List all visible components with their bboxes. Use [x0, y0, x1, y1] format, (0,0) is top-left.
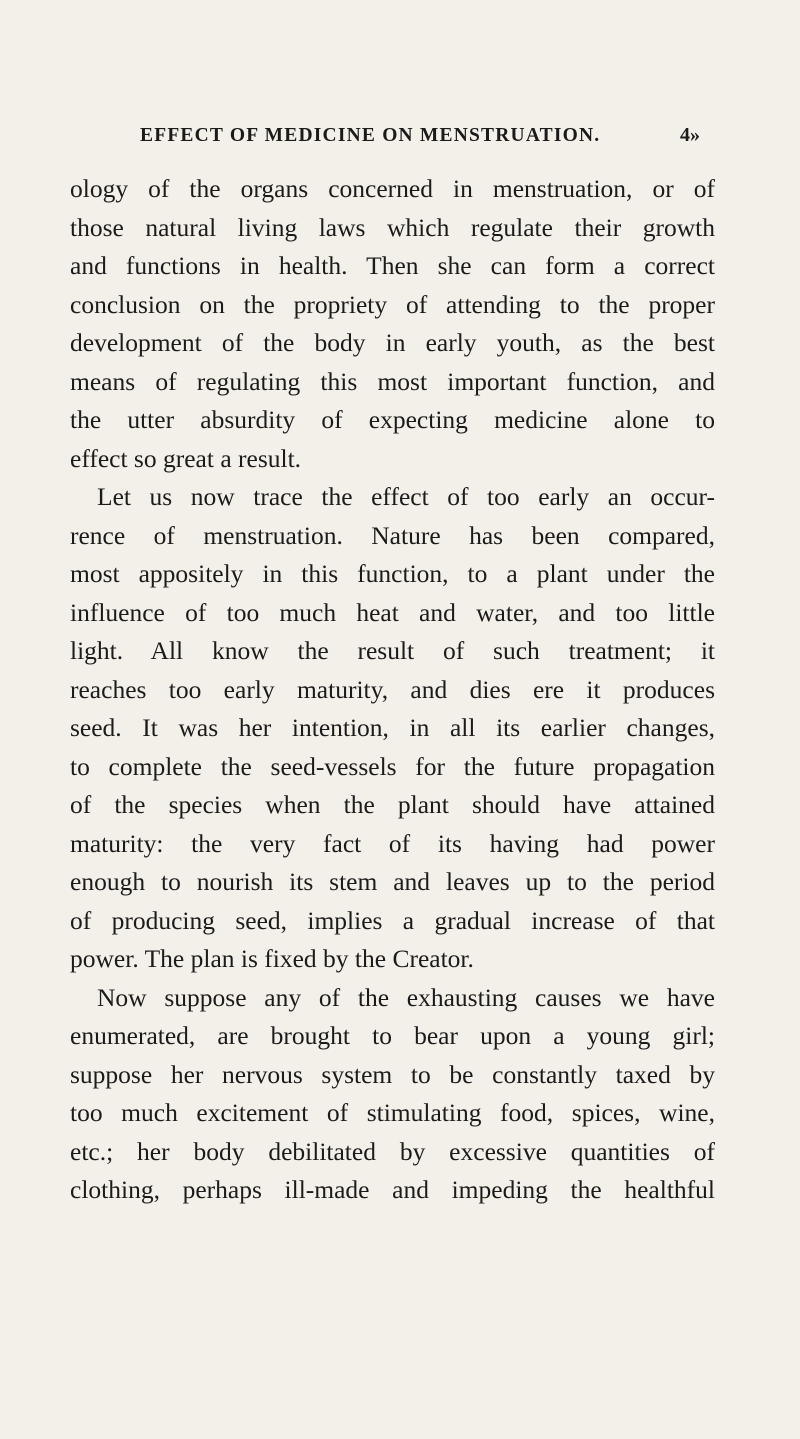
text-line: and functions in health. Then she can form a correct — [70, 251, 715, 280]
text-line: clothing, perhaps ill-made and impeding the healthful — [70, 1175, 715, 1204]
text-line: Now suppose any of the exhausting causes we have — [97, 982, 715, 1012]
text-line: rence of menstruation. Nature has been compared, — [70, 520, 715, 550]
text-line: those natural living laws which regulate their growth — [70, 212, 715, 242]
text-line: enumerated, are brought to bear upon a young girl; — [70, 1021, 715, 1050]
text-line: of producing seed, implies a gradual increase of that — [70, 905, 715, 935]
text-line: too much excitement of stimulating food, spices, wine, — [70, 1098, 715, 1127]
text-line: ology of the organs concerned in menstruation, or of — [70, 174, 715, 203]
text-line: conclusion on the propriety of attending to the proper — [70, 289, 715, 319]
running-head: EFFECT OF MEDICINE ON MENSTRUATION. — [140, 125, 601, 146]
text-line: Let us now trace the effect of too early an occur- — [97, 482, 715, 511]
text-line: etc.; her body debilitated by excessive quantities of — [70, 1136, 715, 1166]
text-line: reaches too early maturity, and dies ere it produces — [70, 674, 715, 704]
text-line: of the species when the plant should have attained — [70, 790, 715, 819]
text-line: the utter absurdity of expecting medicine alone to — [70, 405, 715, 434]
text-line: to complete the seed-vessels for the future propagation — [70, 751, 715, 781]
text-line: enough to nourish its stem and leaves up to the period — [70, 867, 715, 896]
text-line: means of regulating this most important function, and — [70, 366, 715, 396]
text-line: seed. It was her intention, in all its earlier changes, — [70, 713, 715, 742]
text-line: power. The plan is fixed by the Creator. — [70, 944, 474, 973]
page-header — [140, 124, 700, 154]
text-line: most appositely in this function, to a plant under the — [70, 559, 715, 588]
text-line: development of the body in early youth, as the best — [70, 328, 715, 357]
text-line: influence of too much heat and water, and too little — [70, 597, 715, 627]
text-line: effect so great a result. — [70, 443, 302, 473]
text-line: suppose her nervous system to be constantly taxed by — [70, 1059, 715, 1089]
text-line: light. All know the result of such treatment; it — [70, 636, 715, 665]
page-number: 4» — [680, 124, 700, 146]
body-text — [70, 170, 715, 1210]
text-line: maturity: the very fact of its having had power — [70, 828, 715, 858]
